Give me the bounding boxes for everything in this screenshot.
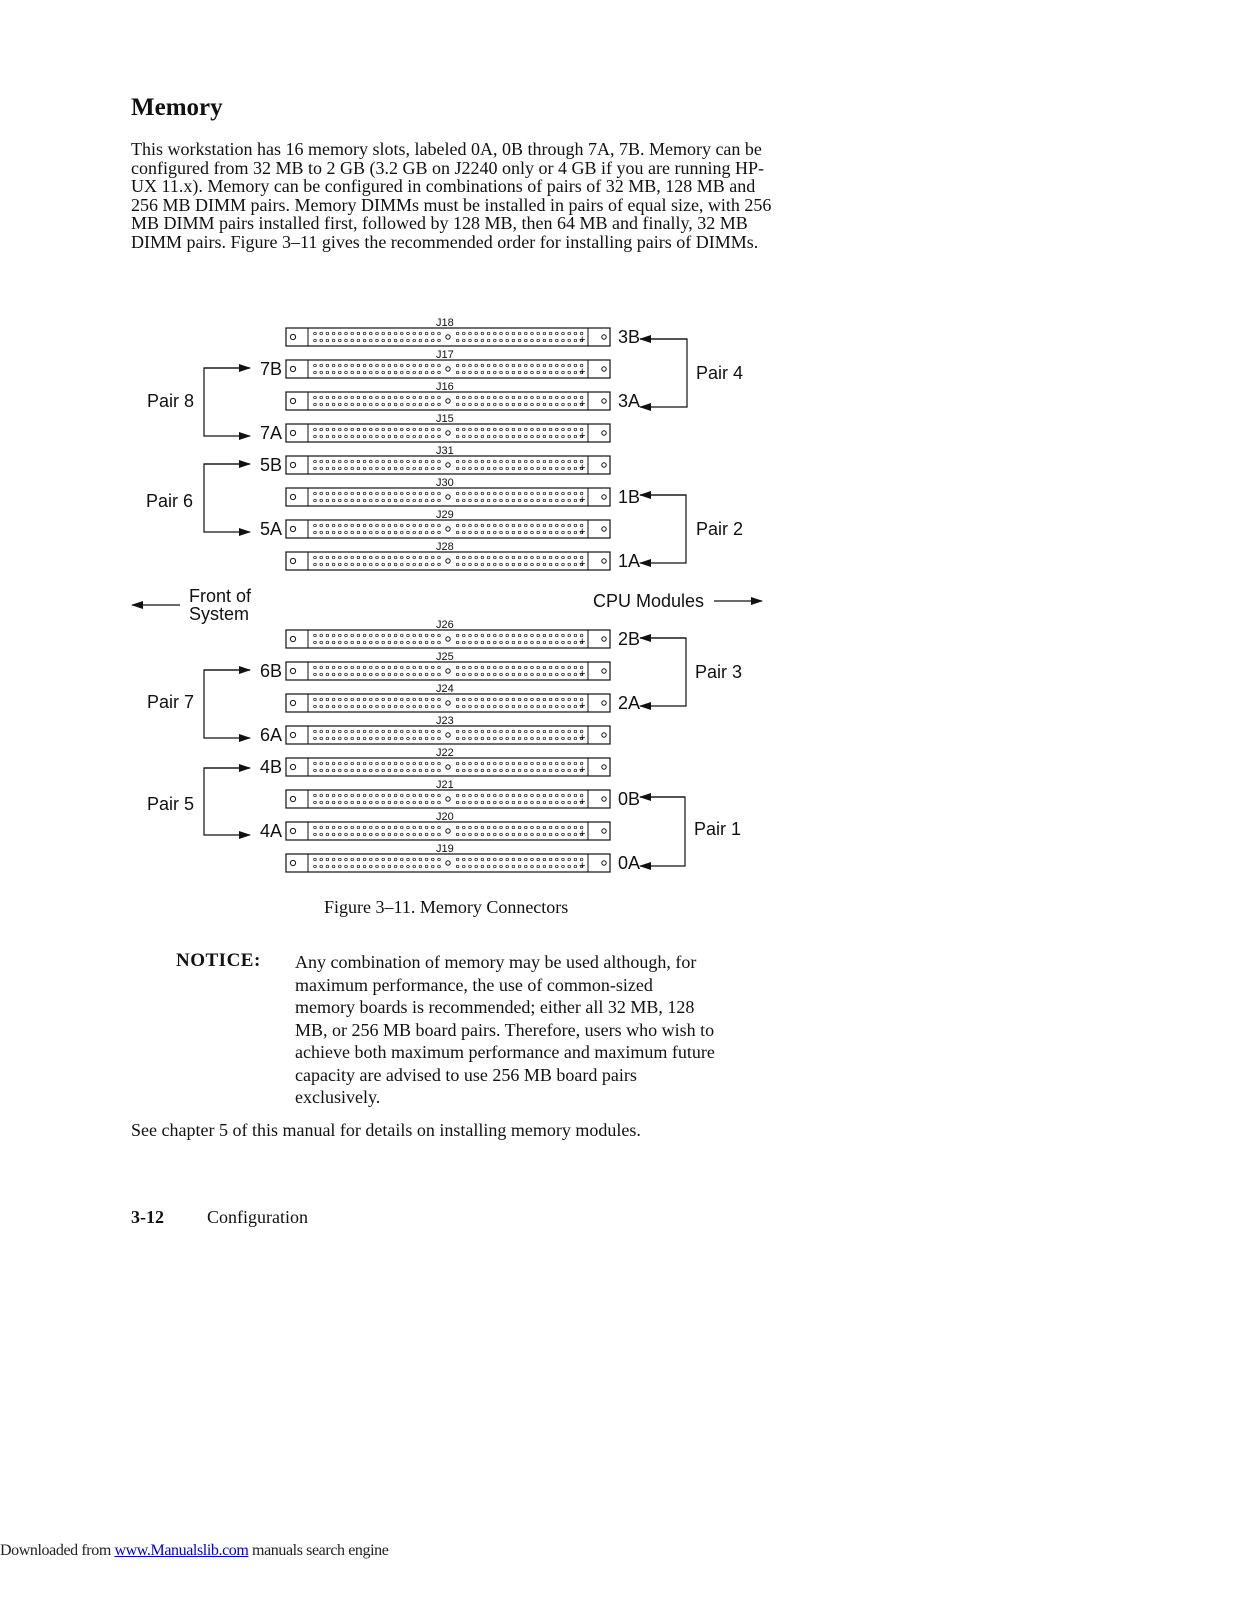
slot-label-right: 2A xyxy=(618,693,641,713)
svg-text:+: + xyxy=(579,668,586,680)
notice-body: Any combination of memory may be used although, for maximum performance, the use of common-sized memory boards is recommended; either all 32 MB, 128 MB, or 256 MB board pairs. Therefore, users who wish to achieve both maximum performance and maximum future capacity are advised to use 256 MB board pairs exclusively. xyxy=(295,952,715,1107)
slot-label-left: 4B xyxy=(260,757,283,777)
pair1-bracket xyxy=(640,797,685,866)
front-label-2: System xyxy=(189,604,250,624)
download-footer xyxy=(0,1542,388,1560)
svg-text:+: + xyxy=(579,828,586,840)
connector-label: J16 xyxy=(436,381,454,393)
slot-label-right: 3A xyxy=(618,391,641,411)
slot-label-right: 2B xyxy=(618,629,641,649)
slot-label-right: 0B xyxy=(618,789,641,809)
connector-label: J31 xyxy=(436,445,454,457)
memory-slot-j26 xyxy=(286,619,640,649)
memory-slot-j17 xyxy=(260,349,610,379)
memory-slot-j21 xyxy=(286,779,640,809)
pair5-bracket xyxy=(204,768,250,835)
svg-text:+: + xyxy=(579,430,586,442)
connector-label: J15 xyxy=(436,413,454,425)
slot-label-left: 5B xyxy=(260,455,283,475)
section-heading: Memory xyxy=(131,94,223,121)
memory-slot-j22 xyxy=(260,747,610,777)
pair7-bracket xyxy=(204,670,250,738)
slot-label-right: 1A xyxy=(618,551,641,571)
pair2-label: Pair 2 xyxy=(696,519,744,539)
slot-label-right: 0A xyxy=(618,853,641,873)
memory-slot-j24 xyxy=(286,683,640,713)
slot-label-right: 1B xyxy=(618,487,641,507)
connector-label: J25 xyxy=(436,651,454,663)
pair4-bracket xyxy=(640,339,687,407)
memory-slot-j31 xyxy=(260,445,610,475)
svg-text:+: + xyxy=(579,764,586,776)
slot-label-left: 5A xyxy=(260,519,283,539)
memory-slot-j16 xyxy=(286,381,640,411)
svg-text:+: + xyxy=(579,558,586,570)
connector-label: J20 xyxy=(436,811,454,823)
connector-label: J22 xyxy=(436,747,454,759)
pair2-bracket xyxy=(640,495,686,563)
pair7-label: Pair 7 xyxy=(147,692,195,712)
memory-slot-j23 xyxy=(260,715,610,745)
memory-slot-j20 xyxy=(260,811,610,841)
connector-label: J24 xyxy=(436,683,454,695)
connector-label: J29 xyxy=(436,509,454,521)
pair4-label: Pair 4 xyxy=(696,363,744,383)
pair8-label: Pair 8 xyxy=(147,391,195,411)
slot-label-left: 6A xyxy=(260,725,283,745)
figure-caption: Figure 3–11. Memory Connectors xyxy=(324,897,569,917)
memory-slot-j15 xyxy=(260,413,610,443)
connector-label: J18 xyxy=(436,317,454,329)
memory-slot-j19 xyxy=(286,843,640,873)
footer-prefix: Downloaded from xyxy=(0,1542,115,1559)
connector-label: J30 xyxy=(436,477,454,489)
connector-label: J26 xyxy=(436,619,454,631)
connector-label: J23 xyxy=(436,715,454,727)
slot-label-left: 7B xyxy=(260,359,283,379)
connector-label: J28 xyxy=(436,541,454,553)
svg-text:+: + xyxy=(579,398,586,410)
slot-label-left: 7A xyxy=(260,423,283,443)
notice-label: NOTICE: xyxy=(176,950,261,971)
svg-text:+: + xyxy=(579,636,586,648)
svg-text:+: + xyxy=(579,366,586,378)
svg-text:+: + xyxy=(579,700,586,712)
pair5-label: Pair 5 xyxy=(147,794,195,814)
svg-text:+: + xyxy=(579,526,586,538)
pair3-bracket xyxy=(640,638,686,706)
pair6-bracket xyxy=(204,464,250,532)
svg-text:+: + xyxy=(579,796,586,808)
pair3-label: Pair 3 xyxy=(695,662,743,682)
svg-text:+: + xyxy=(579,334,586,346)
manualslib-link[interactable]: www.Manualslib.com xyxy=(114,1542,249,1559)
svg-text:+: + xyxy=(579,860,586,872)
see-also-text: See chapter 5 of this manual for details on installing memory modules. xyxy=(131,1120,641,1140)
svg-text:+: + xyxy=(579,462,586,474)
connector-label: J21 xyxy=(436,779,454,791)
svg-text:+: + xyxy=(579,494,586,506)
memory-slot-j28 xyxy=(286,541,640,571)
pair8-bracket xyxy=(204,368,250,436)
svg-text:+: + xyxy=(579,732,586,744)
slot-label-left: 6B xyxy=(260,661,283,681)
connector-label: J19 xyxy=(436,843,454,855)
memory-slot-j29 xyxy=(260,509,610,539)
connector-slots xyxy=(260,317,640,873)
cpu-label: CPU Modules xyxy=(593,591,705,611)
page-number: 3-12 xyxy=(131,1207,164,1227)
memory-slot-j30 xyxy=(286,477,640,507)
slot-label-left: 4A xyxy=(260,821,283,841)
memory-slot-j25 xyxy=(260,651,610,681)
chapter-name: Configuration xyxy=(207,1207,308,1227)
slot-label-right: 3B xyxy=(618,327,641,347)
footer-suffix: manuals search engine xyxy=(248,1542,389,1559)
memory-slot-j18 xyxy=(286,317,640,347)
connector-label: J17 xyxy=(436,349,454,361)
pair6-label: Pair 6 xyxy=(146,491,194,511)
front-label: Front of xyxy=(189,586,252,606)
intro-paragraph: This workstation has 16 memory slots, labeled 0A, 0B through 7A, 7B. Memory can be configured from 32 MB to 2 GB (3.2 GB on J2240 only or 4 GB if you are running HP-UX 11.x). Memory can be configured in combinations of pairs of 32 MB, 128 MB and 256 MB DIMM pairs. Memory DIMMs must be installed in pairs of equal size, with 256 MB DIMM pairs installed first, followed by 128 MB, then 64 MB and finally, 32 MB DIMM pairs. Figure 3–11 gives the recommended order for installing pairs of DIMMs. xyxy=(131,139,772,252)
pair1-label: Pair 1 xyxy=(694,819,742,839)
